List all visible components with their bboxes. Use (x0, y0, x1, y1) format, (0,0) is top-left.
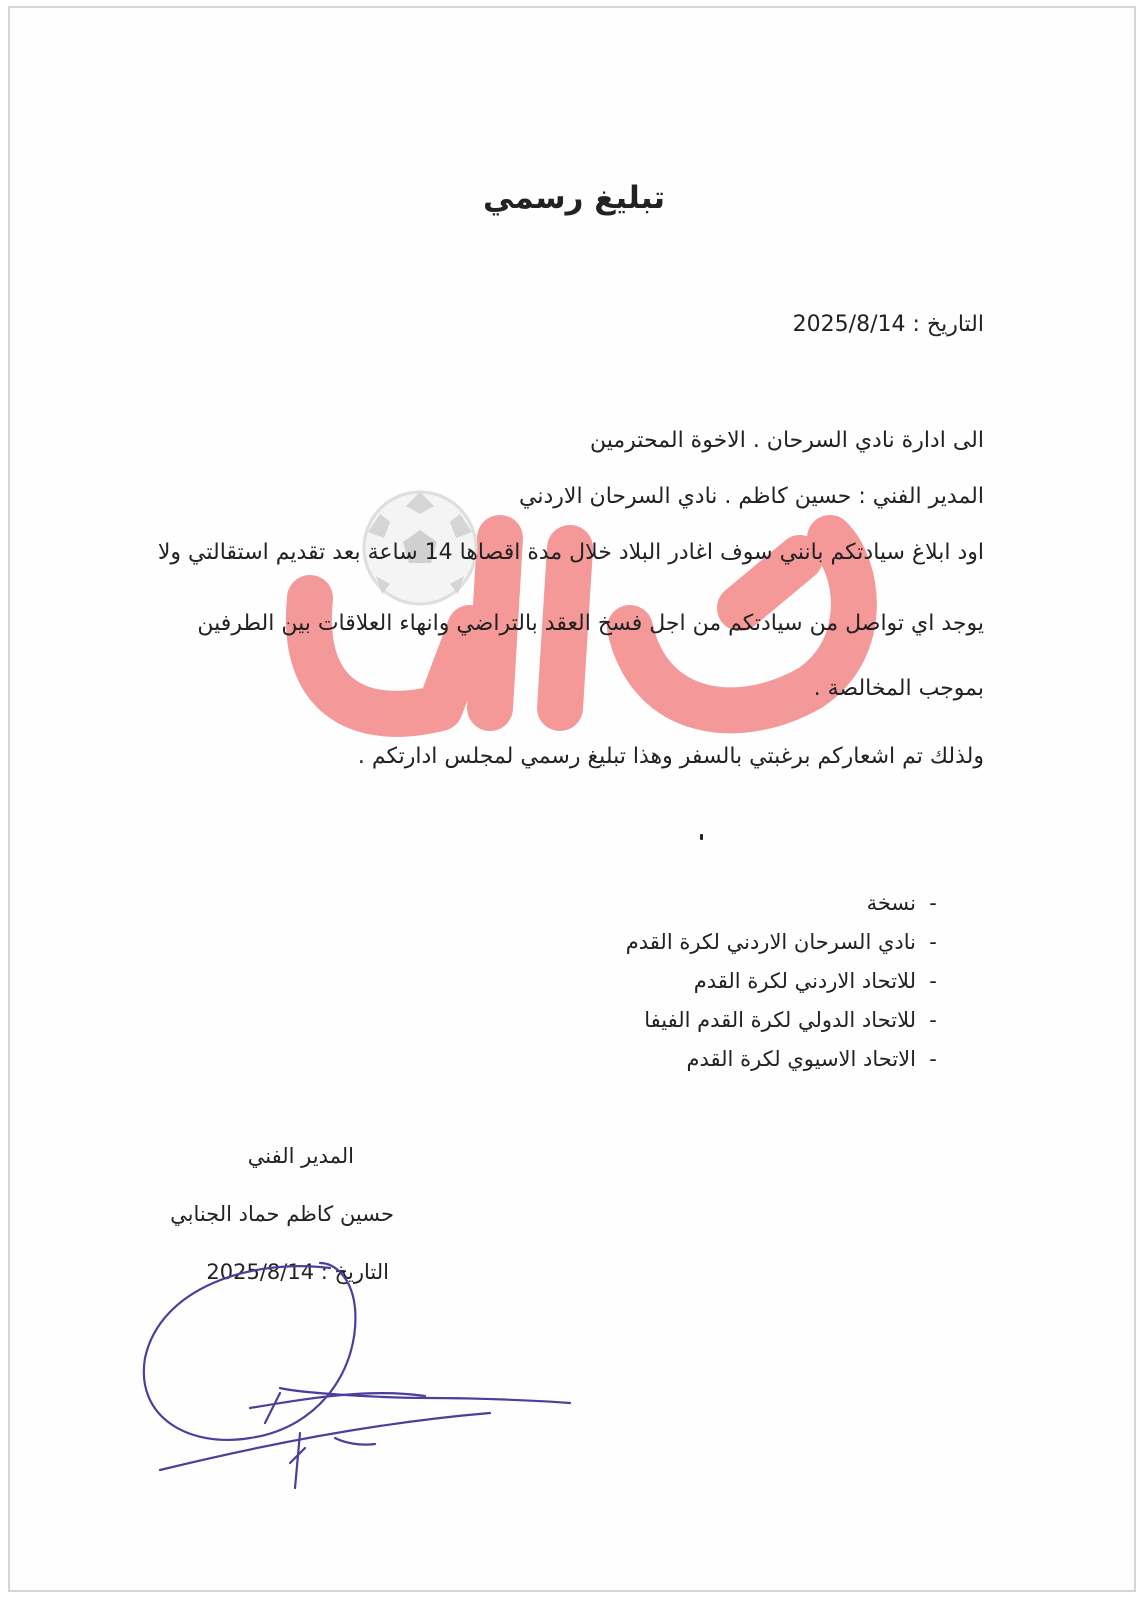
list-item: -الاتحاد الاسيوي لكرة القدم (686, 1047, 937, 1071)
addressee-line: الى ادارة نادي السرحان . الاخوة المحترمين (590, 428, 984, 453)
letter-page (8, 6, 1136, 1592)
copies-list (626, 884, 950, 1079)
coach-line: المدير الفني : حسين كاظم . نادي السرحان الاردني (519, 484, 984, 509)
ink-speck (700, 834, 703, 840)
signature-name: حسين كاظم حماد الجنابي (170, 1202, 394, 1226)
signature-role: المدير الفني (247, 1144, 354, 1168)
signature-date: التاريخ : 2025/8/14 (206, 1260, 389, 1284)
document-title: تبليغ رسمي (482, 180, 666, 216)
date-line: التاريخ : 2025/8/14 (792, 312, 984, 337)
body-paragraph-1: اود ابلاغ سيادتكم بانني سوف اغادر البلاد خلال مدة اقصاها 14 ساعة بعد تقديم استقالتي ولا (157, 540, 984, 565)
list-item: -نسخة (866, 891, 937, 915)
body-paragraph-3: بموجب المخالصة . (813, 676, 984, 701)
list-item: -للاتحاد الاردني لكرة القدم (693, 969, 937, 993)
body-paragraph-4: ولذلك تم اشعاركم برغبتي بالسفر وهذا تبليغ رسمي لمجلس ادارتكم . (357, 744, 984, 769)
handwritten-signature (130, 1248, 590, 1518)
list-item: -نادي السرحان الاردني لكرة القدم (625, 930, 937, 954)
list-item: -للاتحاد الدولي لكرة القدم الفيفا (644, 1008, 937, 1032)
body-paragraph-2: يوجد اي تواصل من سيادتكم من اجل فسخ العقد بالتراضي وانهاء العلاقات بين الطرفين (197, 611, 984, 636)
